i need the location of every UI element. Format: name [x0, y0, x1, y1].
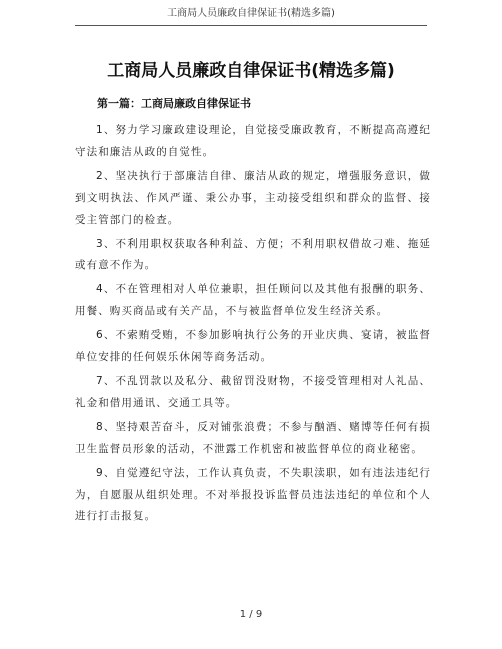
page-number: 1 / 9 — [239, 609, 263, 620]
running-header: 工商局人员廉政自律保证书(精选多篇) — [167, 8, 335, 19]
document-title: 工商局人员廉政自律保证书(精选多篇) — [107, 61, 395, 81]
paragraph-2: 2、坚决执行于部廉洁自律、廉洁从政的规定，增强服务意识，做到文明执法、作风严谨、秉公办事，主动接受组织和群众的监督、接受主管部门的检查。 — [75, 169, 431, 226]
header-divider — [75, 25, 427, 26]
section-heading: 第一篇：工商局廉政自律保证书 — [97, 97, 251, 110]
paragraph-7: 7、不乱罚款以及私分、截留罚没财物，不接受管理相对人礼品、礼金和借用通讯、交通工具等。 — [75, 374, 431, 409]
paragraph-9: 9、自觉遵纪守法，工作认真负责，不失职渎职，如有违法违纪行为，自愿服从组织处理。不对举报投诉监督员违法违纪的单位和个人进行打击报复。 — [75, 466, 431, 523]
paragraph-6: 6、不索贿受贿，不参加影响执行公务的开业庆典、宴请，被监督单位安排的任何娱乐休闲等商务活动。 — [75, 329, 431, 364]
paragraph-3: 3、不利用职权获取各种利益、方便；不利用职权借故刁难、拖延或有意不作为。 — [75, 237, 431, 272]
document-body — [75, 120, 431, 530]
paragraph-8: 8、坚持艰苦奋斗，反对铺张浪费；不参与酗酒、赌博等任何有损卫生监督员形象的活动，不泄露工作机密和被监督单位的商业秘密。 — [75, 420, 431, 455]
paragraph-4: 4、不在管理相对人单位兼职，担任顾问以及其他有报酬的职务、用餐、购买商品或有关产品，不与被监督单位发生经济关系。 — [75, 283, 431, 318]
paragraph-1: 1、努力学习廉政建设理论，自觉接受廉政教育，不断提高高遵纪守法和廉洁从政的自觉性。 — [75, 124, 431, 158]
